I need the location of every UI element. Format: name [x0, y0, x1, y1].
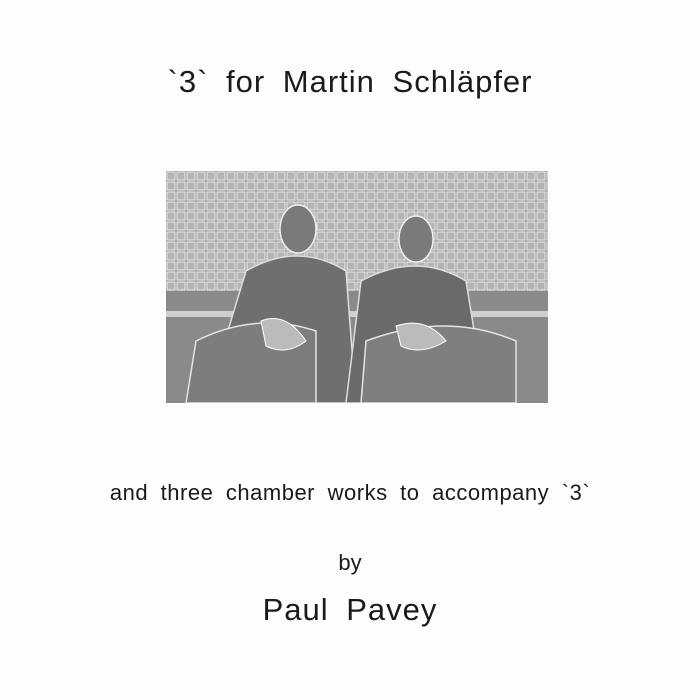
by-label: by	[338, 550, 362, 575]
album-title: `3` for Martin Schläpfer	[167, 64, 533, 99]
album-subtitle: and three chamber works to accompany `3`	[109, 480, 591, 505]
embossed-photo-two-men	[166, 171, 548, 403]
cover-photo	[166, 171, 548, 403]
author-name: Paul Pavey	[262, 592, 438, 627]
